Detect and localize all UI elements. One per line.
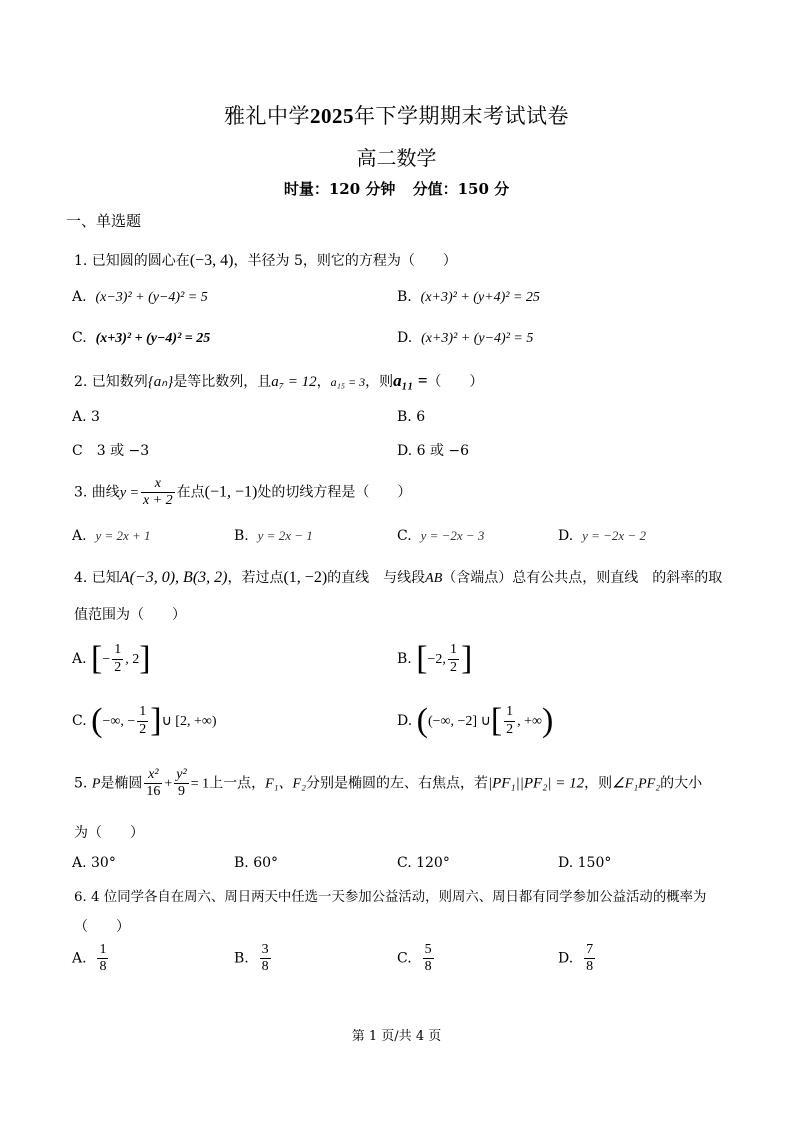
section-heading: 一、单选题 [66,212,142,230]
title-suffix: 年下学期期末考试试卷 [354,104,569,128]
question-4-option-d: D. ((−∞, −2] ∪[ $\frac{1}{2}$ , +∞) [397,702,554,739]
question-5-option-a: A. 30° [72,855,116,871]
question-5-option-c: C. 120° [397,855,450,871]
time-limit: 时量：120 分钟 [283,180,396,198]
question-6-option-a: A. $\frac{1}{8}$ [72,942,107,975]
question-3-option-a: A. y = 2x + 1 [72,528,151,544]
question-4-stem: 4. 已知A(−3, 0), B(3, 2)，若过点(1, −2)的直线 与线段AB（含端点）总有公共点，则直线 的斜率的取 [74,569,723,586]
exam-meta [0,178,793,199]
question-5-option-d: D. 150° [558,855,612,871]
question-3-stem: 3. 曲线y = $\frac{x}{x + 2}$ 在点(−1, −1)处的切线方程是（ ） [74,476,412,509]
question-6-option-d: D. $\frac{7}{8}$ [558,942,594,975]
question-1-option-a: A. (x−3)² + (y−4)² = 5 [72,289,208,305]
title-school: 雅礼中学 [224,104,310,128]
question-3-option-d: D. y = −2x − 2 [558,528,646,544]
question-6-stem-cont: （ ） [74,919,130,935]
title-year: 2025 [310,104,354,128]
question-5-stem: 5. P是椭圆 $\frac{\text{x²}}{16}$ + $\frac{\text{y²}}{9}$ = 1上一点，F₁、F₂分别是椭圆的左、右焦点，若|PF₁||PF₂| = 12，则∠F₁PF₂的大小 [74,767,703,800]
question-6-option-c: C. $\frac{5}{8}$ [397,942,432,975]
question-4-option-c: C. (−∞, − $\frac{1}{2}$ ]∪ [2, +∞) [72,702,217,739]
question-2-option-b: B. 6 [397,409,426,425]
question-1-option-b: B. (x+3)² + (y+4)² = 25 [397,289,540,305]
question-2-option-c: C 3 或 −3 [72,443,150,459]
page-number: 第 1 页/共 4 页 [351,1029,442,1044]
question-3-option-b: B. y = 2x − 1 [234,528,313,544]
question-3-option-c: C. y = −2x − 3 [397,528,485,544]
question-4-option-b: B. [−2, $\frac{1}{2}$ ] [397,640,473,677]
exam-title [0,100,793,130]
question-2-option-d: D. 6 或 −6 [397,443,470,459]
question-1-option-d: D. (x+3)² + (y−4)² = 5 [397,330,534,346]
question-4-option-a: A. [− $\frac{1}{2}$ , 2] [72,640,151,677]
question-6-stem: 6. 4 位同学各自在周六、周日两天中任选一天参加公益活动，则周六、周日都有同学参加公益活动的概率为 [74,890,707,905]
question-5-option-b: B. 60° [234,855,279,871]
question-4-stem-cont: 值范围为（ ） [74,607,186,623]
question-1-stem: 1. 已知圆的圆心在(−3, 4)，半径为 5，则它的方程为（ ） [74,252,457,269]
circle-center: (−3, 4) [189,252,234,269]
question-1-option-c: C. (x+3)² + (y−4)² = 25 [72,330,211,346]
question-5-stem-cont: 为（ ） [74,825,144,841]
question-2-option-a: A. 3 [72,409,100,425]
question-2-stem: 2. 已知数列{aₙ}是等比数列，且a₇ = 12，a₁₅ = 3，则a₁₁ =（ ） [74,371,484,390]
total-score: 分值：150 分 [412,180,510,198]
exam-subject: 高二数学 [356,146,437,170]
fraction: $\frac{x}{x + 2}$ [142,476,173,509]
question-6-option-b: B. $\frac{3}{8}$ [234,942,269,975]
